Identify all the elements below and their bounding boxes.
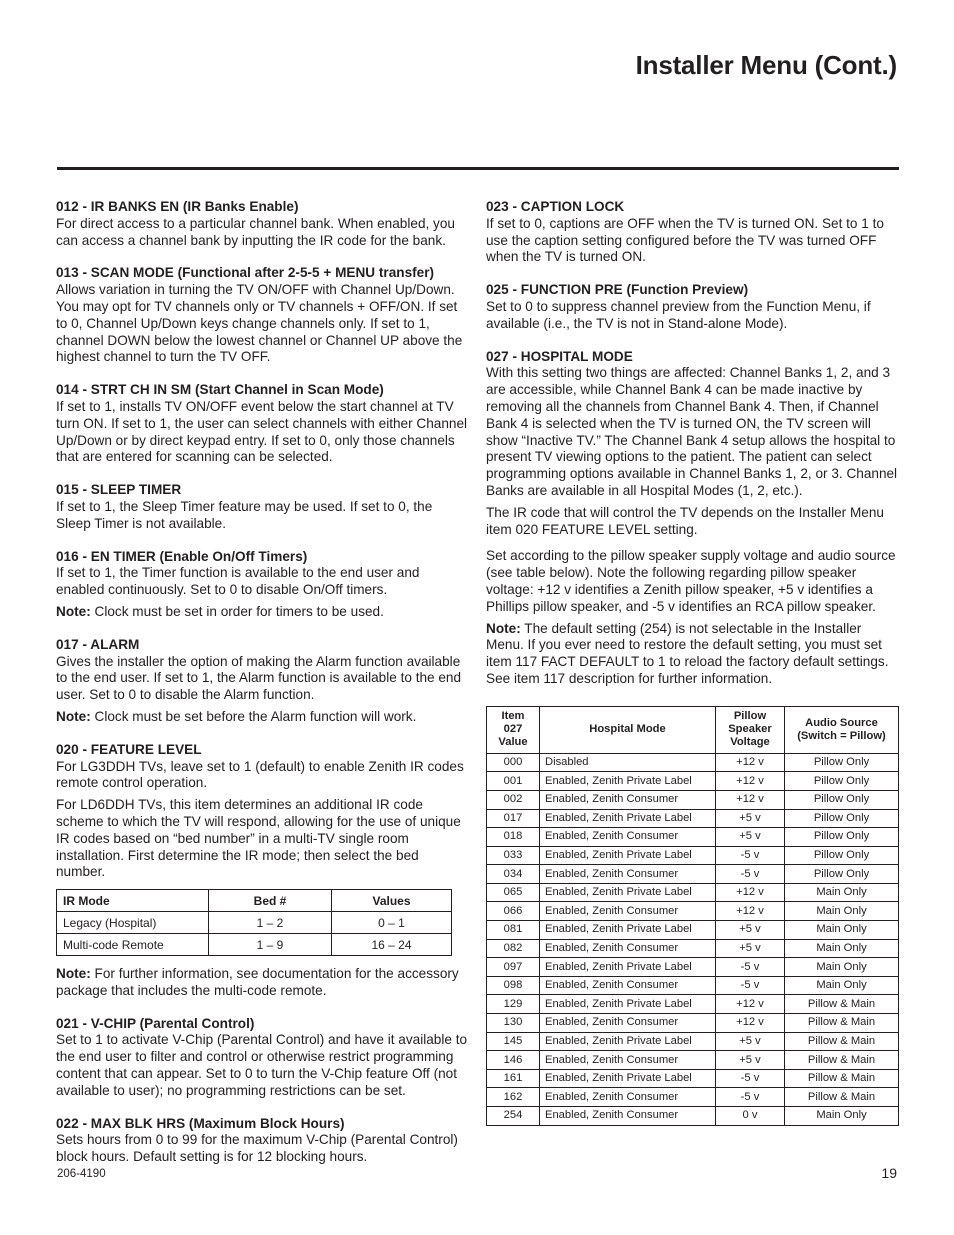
table-row: [487, 865, 899, 884]
table-cell: +12 v: [716, 883, 785, 902]
table-header-row: [487, 706, 899, 753]
table-cell: Enabled, Zenith Consumer: [540, 865, 716, 884]
section-heading: 016 - EN TIMER (Enable On/Off Timers): [56, 548, 308, 564]
note: [56, 604, 468, 621]
section-012: [56, 199, 468, 249]
table-cell: +5 v: [716, 939, 785, 958]
table-cell: Pillow Only: [785, 865, 899, 884]
table-row: [487, 958, 899, 977]
table-header-row: [57, 890, 452, 912]
table-cell: Enabled, Zenith Consumer: [540, 1107, 716, 1126]
table-row: [57, 934, 452, 956]
table-cell: Main Only: [785, 939, 899, 958]
table-row: [487, 772, 899, 791]
section-heading: 022 - MAX BLK HRS (Maximum Block Hours): [56, 1115, 345, 1131]
table-cell: 161: [487, 1069, 540, 1088]
table-cell: Enabled, Zenith Private Label: [540, 958, 716, 977]
table-cell: Pillow Only: [785, 846, 899, 865]
table-cell: 082: [487, 939, 540, 958]
note-text: Clock must be set before the Alarm function will work.: [90, 708, 417, 724]
section-heading: 017 - ALARM: [56, 636, 140, 652]
table-cell: +5 v: [716, 828, 785, 847]
table-cell: Main Only: [785, 902, 899, 921]
section-heading: 027 - HOSPITAL MODE: [486, 348, 633, 364]
table-cell: Enabled, Zenith Private Label: [540, 995, 716, 1014]
section-heading: 012 - IR BANKS EN (IR Banks Enable): [56, 199, 299, 214]
section-body: The IR code that will control the TV depends on the Installer Menu item 020 FEATURE LEVEL setting.: [486, 504, 884, 537]
section-014: [56, 382, 468, 466]
table-cell: 130: [487, 1014, 540, 1033]
table-cell: Enabled, Zenith Private Label: [540, 1032, 716, 1051]
table-cell: 018: [487, 828, 540, 847]
section-heading: 025 - FUNCTION PRE (Function Preview): [486, 282, 749, 298]
table-cell: 001: [487, 772, 540, 791]
table-cell: 0 – 1: [332, 912, 452, 934]
table-cell: Enabled, Zenith Consumer: [540, 1088, 716, 1107]
right-column: [486, 199, 899, 1126]
table-cell: Pillow & Main: [785, 995, 899, 1014]
table-cell: 0 v: [716, 1107, 785, 1126]
table-header-cell: IR Mode: [57, 890, 209, 912]
table-row: [487, 809, 899, 828]
table-cell: 033: [487, 846, 540, 865]
table-cell: Enabled, Zenith Private Label: [540, 883, 716, 902]
table-row: [487, 1069, 899, 1088]
table-cell: +5 v: [716, 1051, 785, 1070]
table-cell: -5 v: [716, 1069, 785, 1088]
table-cell: Disabled: [540, 753, 716, 772]
header-rule: [57, 167, 899, 170]
table-cell: 066: [487, 902, 540, 921]
table-row: [57, 912, 452, 934]
page-number: 19: [881, 1165, 897, 1181]
table-cell: +5 v: [716, 921, 785, 940]
note-text: Clock must be set in order for timers to be used.: [90, 603, 384, 619]
table-header-cell: Item 027 Value: [487, 706, 540, 753]
section-017: [56, 637, 468, 726]
section-body: Sets hours from 0 to 99 for the maximum V-Chip (Parental Control) block hours. Default setting is for 12 blocking hours.: [56, 1132, 458, 1165]
table-cell: 129: [487, 995, 540, 1014]
section-body: If set to 0, captions are OFF when the TV is turned ON. Set to 1 to use the caption setting configured before the TV was turned OFF when the TV is turned ON.: [486, 215, 884, 265]
table-cell: 017: [487, 809, 540, 828]
section-025: [486, 282, 899, 332]
table-cell: Enabled, Zenith Consumer: [540, 1051, 716, 1070]
table-row: [487, 846, 899, 865]
table-cell: 254: [487, 1107, 540, 1126]
table-row: [487, 902, 899, 921]
table-cell: Pillow Only: [785, 809, 899, 828]
note: [56, 709, 468, 726]
table-row: [487, 1107, 899, 1126]
section-heading: 015 - SLEEP TIMER: [56, 482, 182, 498]
section-027: [486, 349, 899, 688]
section-heading: 014 - STRT CH IN SM (Start Channel in Scan Mode): [56, 382, 384, 398]
section-023: [486, 199, 899, 266]
table-header-cell: Bed #: [209, 890, 332, 912]
table-row: [487, 883, 899, 902]
note-label: Note:: [56, 603, 91, 619]
table-row: [487, 1051, 899, 1070]
table-cell: Enabled, Zenith Private Label: [540, 921, 716, 940]
section-body: Set to 0 to suppress channel preview from the Function Menu, if available (i.e., the TV is not in Stand-alone Mode).: [486, 298, 871, 331]
section-heading: 021 - V-CHIP (Parental Control): [56, 1015, 255, 1031]
table-header-cell: Hospital Mode: [540, 706, 716, 753]
table-cell: 16 – 24: [332, 934, 452, 956]
table-cell: -5 v: [716, 846, 785, 865]
table-cell: 081: [487, 921, 540, 940]
table-cell: Pillow & Main: [785, 1088, 899, 1107]
hospital-table-body: [487, 753, 899, 1125]
table-cell: Enabled, Zenith Consumer: [540, 939, 716, 958]
note-text: The default setting (254) is not selectable in the Installer Menu. If you ever need to restore the default setting, you must set item 117 FACT DEFAULT to 1 to reload the factory default settings. See item 117 description for further information.: [486, 620, 889, 686]
section-021: [56, 1016, 468, 1100]
note: [486, 621, 899, 688]
table-cell: Enabled, Zenith Consumer: [540, 790, 716, 809]
section-body: If set to 1, the Sleep Timer feature may be used. If set to 0, the Sleep Timer is not available.: [56, 498, 433, 531]
note-text: For further information, see documentation for the accessory package that includes the multi-code remote.: [56, 966, 459, 998]
table-row: [487, 995, 899, 1014]
table-cell: Enabled, Zenith Consumer: [540, 976, 716, 995]
section-013: [56, 265, 468, 366]
section-body: If set to 1, installs TV ON/OFF event below the start channel at TV turn ON. If set to 1, the user can select channels with either Channel Up/Down or by direct keypad entry. If set to 0, only those channels that are entered for scanning can be selected.: [56, 398, 468, 465]
table-cell: Main Only: [785, 976, 899, 995]
table-row: [487, 1014, 899, 1033]
table-cell: Legacy (Hospital): [57, 912, 209, 934]
section-body: Gives the installer the option of making the Alarm function available to the end user. If set to 1, the Alarm function is available to the end user. Set to 0 to disable the Alarm function.: [56, 653, 462, 703]
table-cell: 1 – 2: [209, 912, 332, 934]
table-cell: Enabled, Zenith Private Label: [540, 1069, 716, 1088]
table-cell: 097: [487, 958, 540, 977]
table-cell: +12 v: [716, 1014, 785, 1033]
table-row: [487, 1032, 899, 1051]
table-cell: Pillow Only: [785, 772, 899, 791]
section-body: For LD6DDH TVs, this item determines an additional IR code scheme to which the TV will respond, allowing for the use of unique IR codes based on “bed number” in a multi-TV single room installation. First determine the IR mode; then select the bed number.: [56, 797, 461, 880]
table-cell: -5 v: [716, 1088, 785, 1107]
section-body: For direct access to a particular channel bank. When enabled, you can access a channel bank by inputting the IR code for the bank.: [56, 215, 455, 248]
table-row: [487, 1088, 899, 1107]
table-cell: 146: [487, 1051, 540, 1070]
table-cell: +12 v: [716, 902, 785, 921]
table-cell: Main Only: [785, 921, 899, 940]
section-body: Set according to the pillow speaker supply voltage and audio source (see table below). Note the following regarding pillow speaker voltage: +12 v identifies a Zenith pillow speaker, +5 v identifies a Phillips pillow speaker, and -5 v identifies an RCA pillow speaker.: [486, 548, 896, 614]
table-cell: 1 – 9: [209, 934, 332, 956]
table-cell: +5 v: [716, 809, 785, 828]
left-column: [56, 199, 468, 1182]
section-016: [56, 549, 468, 621]
table-cell: Pillow & Main: [785, 1051, 899, 1070]
table-cell: Enabled, Zenith Private Label: [540, 809, 716, 828]
section-heading: 023 - CAPTION LOCK: [486, 199, 625, 214]
table-cell: 002: [487, 790, 540, 809]
table-cell: Main Only: [785, 883, 899, 902]
section-body: For LG3DDH TVs, leave set to 1 (default) to enable Zenith IR codes remote control operation.: [56, 758, 464, 791]
table-cell: +5 v: [716, 1032, 785, 1051]
table-cell: Multi-code Remote: [57, 934, 209, 956]
table-cell: +12 v: [716, 790, 785, 809]
table-cell: -5 v: [716, 976, 785, 995]
note-label: Note:: [486, 620, 521, 636]
table-cell: 065: [487, 883, 540, 902]
table-cell: 098: [487, 976, 540, 995]
table-cell: Enabled, Zenith Consumer: [540, 902, 716, 921]
table-header-cell: Audio Source (Switch = Pillow): [785, 706, 899, 753]
section-body: With this setting two things are affected: Channel Banks 1, 2, and 3 are accessible, while Channel Bank 4 can be made inactive by removing all the channels from Channel Bank 4. Then, if Channel Bank 4 is selected when the TV is turned ON, the TV screen will show “Inactive TV.” The Channel Bank 4 setup allows the hospital to present TV viewing options to the patient. The patient can select programming options available in Channel Banks 1, 2, or 3. Channel Banks are available in all Hospital Modes (1, 2, etc.).: [486, 365, 898, 498]
table-cell: Pillow Only: [785, 828, 899, 847]
table-cell: Main Only: [785, 1107, 899, 1126]
note-label: Note:: [56, 708, 91, 724]
document-number: 206-4190: [57, 1168, 106, 1180]
ir-mode-table: [56, 889, 452, 956]
table-cell: Pillow & Main: [785, 1032, 899, 1051]
table-cell: Enabled, Zenith Consumer: [540, 1014, 716, 1033]
table-row: [487, 790, 899, 809]
table-cell: +12 v: [716, 772, 785, 791]
section-body: If set to 1, the Timer function is available to the end user and enabled continuously. Set to 0 to disable On/Off timers.: [56, 565, 420, 598]
table-cell: 162: [487, 1088, 540, 1107]
table-row: [487, 828, 899, 847]
table-cell: Enabled, Zenith Private Label: [540, 846, 716, 865]
note: [56, 966, 468, 1000]
table-cell: Pillow & Main: [785, 1014, 899, 1033]
table-row: [487, 753, 899, 772]
table-cell: Pillow Only: [785, 753, 899, 772]
section-020: [56, 742, 468, 1000]
table-cell: 034: [487, 865, 540, 884]
table-cell: Enabled, Zenith Private Label: [540, 772, 716, 791]
hospital-mode-table: [486, 706, 899, 1126]
table-cell: Pillow & Main: [785, 1069, 899, 1088]
table-row: [487, 939, 899, 958]
section-body: Set to 1 to activate V-Chip (Parental Control) and have it available to the end user to filter and control or otherwise restrict programming content that can appear. Set to 0 to turn the V-Chip feature Off (not available to user); no programming restrictions can be set.: [56, 1032, 468, 1098]
section-022: [56, 1116, 468, 1166]
table-cell: +12 v: [716, 995, 785, 1014]
table-cell: Main Only: [785, 958, 899, 977]
section-heading: 013 - SCAN MODE (Functional after 2-5-5 + MENU transfer): [56, 265, 435, 281]
section-heading: 020 - FEATURE LEVEL: [56, 741, 202, 757]
table-row: [487, 921, 899, 940]
table-cell: 000: [487, 753, 540, 772]
section-body: Allows variation in turning the TV ON/OFF with Channel Up/Down. You may opt for TV channels only or TV channels + OFF/ON. If set to 0, Channel Up/Down keys change channels only. If set to 1, channel DOWN below the lowest channel or Channel UP above the highest channel to turn the TV OFF.: [56, 282, 463, 365]
table-header-cell: Values: [332, 890, 452, 912]
table-cell: 145: [487, 1032, 540, 1051]
note-label: Note:: [56, 966, 91, 982]
table-cell: +12 v: [716, 753, 785, 772]
section-015: [56, 482, 468, 532]
table-header-cell: Pillow Speaker Voltage: [716, 706, 785, 753]
table-cell: -5 v: [716, 958, 785, 977]
table-cell: Pillow Only: [785, 790, 899, 809]
table-cell: -5 v: [716, 865, 785, 884]
table-row: [487, 976, 899, 995]
page-title: Installer Menu (Cont.): [635, 50, 897, 80]
table-cell: Enabled, Zenith Consumer: [540, 828, 716, 847]
